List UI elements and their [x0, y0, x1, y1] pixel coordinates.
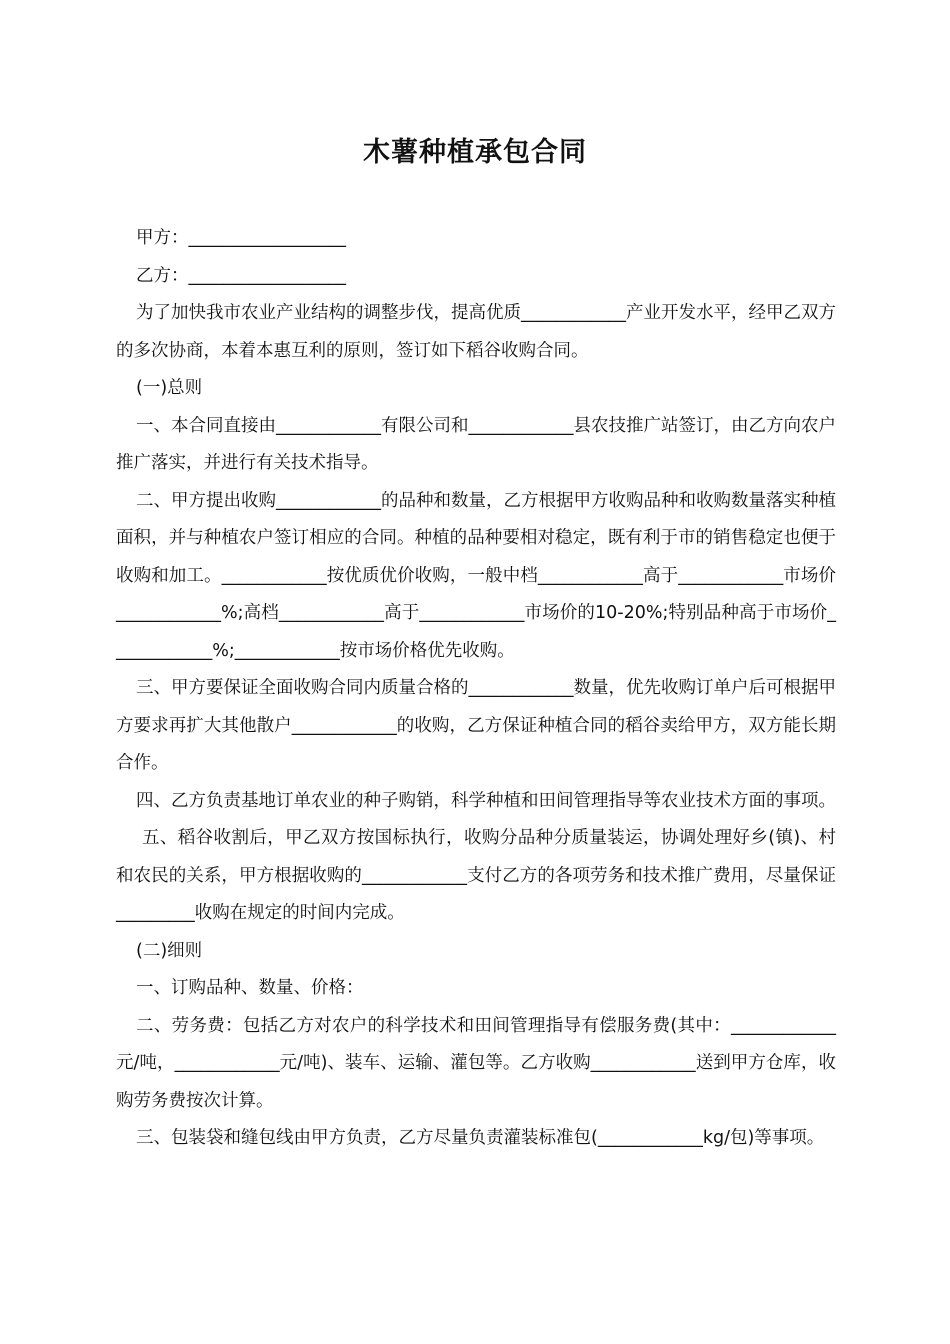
clause-details-2: 二、劳务费：包括乙方对农户的科学技术和田间管理指导有偿服务费(其中：____________元/吨，____________元/吨)、装车、运输、灌包等。乙方收购____________送到甲方仓库，收购劳务费按次计算。	[116, 1015, 836, 1111]
document-body	[116, 220, 836, 1158]
clause-details-3: 三、包装袋和缝包线由甲方负责，乙方尽量负责灌装标准包(____________kg/包)等事项。	[136, 1128, 825, 1148]
clause-general-3: 三、甲方要保证全面收购合同内质量合格的____________数量，优先收购订单户后可根据甲方要求再扩大其他散户____________的收购，乙方保证种植合同的稻谷卖给甲方，双方能长期合作。	[116, 678, 836, 773]
intro-paragraph: 为了加快我市农业产业结构的调整步伐，提高优质____________产业开发水平，经甲乙双方的多次协商，本着本惠互利的原则，签订如下稻谷收购合同。	[116, 303, 836, 361]
section-heading-general: (一)总则	[136, 378, 203, 398]
clause-general-2: 二、甲方提出收购____________的品种和数量，乙方根据甲方收购品种和收购数量落实种植面积，并与种植农户签订相应的合同。种植的品种要相对稳定，既有利于市的销售稳定也便于收购和加工。____________按优质优价收购，一般中档____________高于____________市场价____________%;高档____________高于____________市场价的10-20%;特别品种高于市场价____________%;____________按市场价格优先收购。	[116, 490, 836, 661]
clause-general-4: 四、乙方负责基地订单农业的种子购销，科学种植和田间管理指导等农业技术方面的事项。	[136, 790, 836, 811]
clause-general-1: 一、本合同直接由____________有限公司和____________县农技推广站签订，由乙方向农户推广落实，并进行有关技术指导。	[116, 415, 836, 473]
clause-details-1: 一、订购品种、数量、价格：	[136, 978, 364, 998]
party-a-line: 甲方：__________________	[136, 228, 346, 248]
clause-general-5: 五、稻谷收割后，甲乙双方按国标执行，收购分品种分质量装运，协调处理好乡(镇)、村和农民的关系，甲方根据收购的____________支付乙方的各项劳务和技术推广费用，尽量保证_________收购在规定的时间内完成。	[116, 828, 836, 923]
party-b-line: 乙方：__________________	[136, 265, 346, 286]
section-heading-details: (二)细则	[136, 940, 203, 961]
document-title: 木薯种植承包合同	[363, 137, 587, 168]
